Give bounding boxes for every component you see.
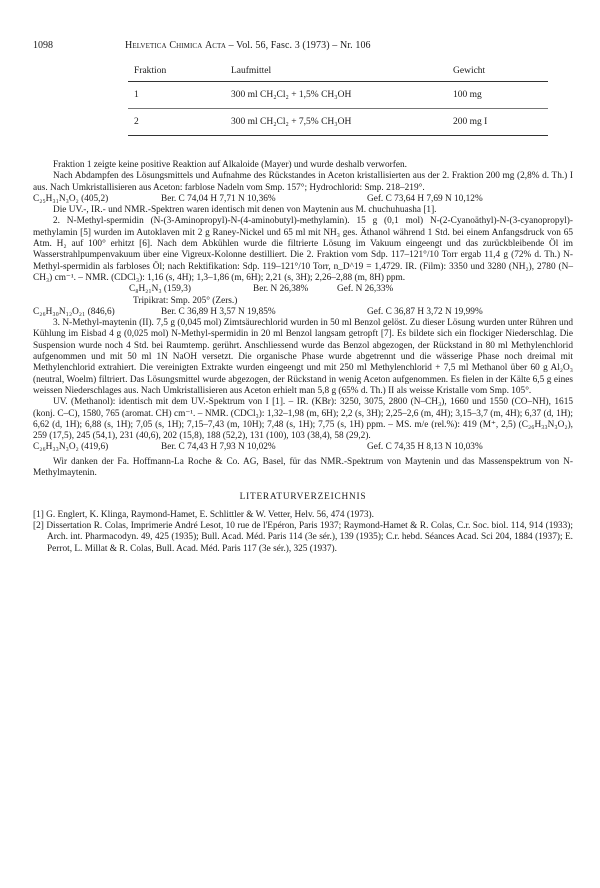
molecular-formula: C₂₆H₃₀N₁₂O₂₁ (846,6) [33,306,115,317]
paragraph: 2. N-Methyl-spermidin (N-(3-Aminopropyl)-N-(4-aminobutyl)-methylamin). 15 g (0,1 mol) N-(2-Cyanoäthyl)-N-(3-cyanopropyl)-methylamin [5] wurden im Autoklaven mit 2 g Raney-Nickel und 65 ml mit NH₃ ges. Äthanol während 1 Std. bei einem Anfangsdruck von 65 Atm. H₂ auf 100° erhitzt [6]. Nach dem Abkühlen wurde die filtrierte Lösung im Vakuum eingeengt und das zurückbleibende Öl im Wasserstrahlpumpenvakuum über eine Vigreux-Kolonne destilliert. Die 2. Fraktion vom Sdp. 117–121°/10 Torr ergab 11,4 g (72% d. Th.) N-Methyl-spermidin als farbloses Öl; nach Rektifikation: Sdp. 119–121°/10 Torr, n_D^19 = 1,4729. IR. (Film): 3350 und 3280 (NH₂), 2780 (N–CH₃) cm⁻¹. – NMR. (CDCl₃): 1,16 (s, 4H); 1,3–1,86 (m, 6H); 2,21 (s, 3H); 2,26–2,88 (m, 8H) ppm. [33,216,573,283]
acknowledgement: Wir danken der Fa. Hoffmann-La Roche & Co. AG, Basel, für das NMR.-Spektrum von Maytenin und das Massenspektrum von N-Methylmaytenin. [33,456,573,479]
issue-info: – Vol. 56, Fasc. 3 (1973) – Nr. 106 [228,40,371,51]
found-values: Gef. C 73,64 H 7,69 N 10,12% [367,193,483,204]
found-values: Gef. C 74,35 H 8,13 N 10,03% [367,442,483,453]
table-header-row [128,62,548,82]
journal-name-word: Acta [204,40,227,51]
table-cell: 2 [128,109,225,136]
paragraph: UV. (Methanol): identisch mit dem UV.-Spektrum von I [1]. – IR. (KBr): 3250, 3075, 2800 (N–CH₃), 1660 und 1550 (CO–NH), 1615 (konj. C–C), 1580, 765 (aromat. CH) cm⁻¹. – NMR. (CDCl₃): 1,32–1,98 (m, 6H); 2,2 (s, 3H); 2,25–2,6 (m, 4H); 3,15–3,7 (m, 4H); 6,37 (d, 1H); 6,62 (d, 1H); 6,88 (s, 1H); 7,05 (s, 1H); 7,15–7,43 (m, 10H); 7,48 (s, 1H); 7,75 (s, 1H) ppm. – MS. m/e (rel.%): 419 (M⁺, 2,5) (C₂₆H₃₃N₃O₂), 259 (17,5), 245 (54,1), 231 (40,6), 202 (15,8), 188 (52,2), 131 (100), 103 (38,4), 58 (29,2). [33,397,573,442]
table-cell: 300 ml CH₂Cl₂ + 7,5% CH₃OH [225,109,447,136]
running-header [33,40,573,56]
found-values: Gef. C 36,87 H 3,72 N 19,99% [367,306,483,317]
journal-name-word: Chimica [169,40,203,51]
calculated-values: Ber. C 74,43 H 7,93 N 10,02% [161,442,276,453]
derivative-label: Tripikrat: Smp. 205° (Zers.) [133,295,238,306]
paragraph: Nach Abdampfen des Lösungsmittels und Aufnahme des Rückstandes in Aceton kristallisierten aus der 2. Fraktion 200 mg (2,8% d. Th.) I aus. Nach Umkristallisieren aus Aceton: farblose Nadeln vom Smp. 157°; Hydrochlorid: Smp. 218–219°. [33,171,573,193]
references-heading: LITERATURVERZEICHNIS [239,492,367,503]
reference-item: [1] G. Englert, K. Klinga, Raymond-Hamet, E. Schlittler & W. Vetter, Helv. 56, 474 (1973). [33,509,374,520]
table-cell: 100 mg [447,82,548,109]
calculated-values: Ber. C 74,04 H 7,71 N 10,36% [161,193,276,204]
paragraph: Fraktion 1 zeigte keine positive Reaktion auf Alkaloide (Mayer) und wurde deshalb verworfen. [53,160,407,170]
column-header: Gewicht [447,62,548,82]
analysis-line [33,194,573,205]
analysis-line [33,307,573,318]
found-values: Gef. N 26,33% [337,284,394,295]
table-row [128,82,548,109]
table-cell: 200 mg I [447,109,548,136]
reference-item: [2] Dissertation R. Colas, Imprimerie André Lesot, 10 rue de l'Epéron, Paris 1937; Raymond-Hamet & R. Colas, C.r. Soc. biol. 114, 914 (1933); Arch. int. Pharmacodyn. 49, 425 (1935); Bull. Acad. Méd. Paris 114 (3e sér.), 139 (1935); C.r. hebd. Séances Acad. Sci 204, 1884 (1937); E. Perrot, L. Millat & R. Colas, Bull. Acad. Méd. Paris 117 (3e sér.), 325 (1937). [33,520,573,554]
column-header: Fraktion [128,62,225,82]
fraction-table [128,62,548,136]
column-header: Laufmittel [225,62,447,82]
molecular-formula: C₂₅H₃₁N₃O₂ (405,2) [33,193,109,204]
paragraph: 3. N-Methyl-maytenin (II). 7,5 g (0,045 mol) Zimtsäurechlorid wurden in 50 ml Benzol gelöst. Zu dieser Lösung wurden unter Rühren und Kühlung im Eisbad 4 g (0,025 mol) N-Methyl-spermidin in 20 ml Benzol langsam getropft [7]. Es bildete sich ein flockiger Niederschlag. Die Suspension wurde noch 4 Std. bei Raumtemp. gerührt. Anschliessend wurde das Benzol abgezogen, der Rückstand in 80 ml Methylenchlorid aufgenommen und mit 50 ml 1N NaOH versetzt. Die organische Phase wurde abgetrennt und die wässerige Phase noch dreimal mit Methylenchlorid extrahiert. Die vereinigten Extrakte wurden eingeengt und mit 250 ml Methylenchlorid + 7,5 ml Methanol über 60 g Al₂O₃ (neutral, Woelm) filtriert. Das Lösungsmittel wurde abgezogen, der Rückstand in wenig Aceton aufgenommen. Es fielen in der Kälte 6,5 g eines weissen Niederschlages aus. Nach Umkristallisieren aus Aceton erhielt man 5,8 g (65% d. Th.) II als weisse Kristalle vom Smp. 105°. [33,318,573,396]
table-cell: 1 [128,82,225,109]
table-cell: 300 ml CH₂Cl₂ + 1,5% CH₃OH [225,82,447,109]
calculated-values: Ber. C 36,89 H 3,57 N 19,85% [161,306,276,317]
derivative-line [33,296,573,307]
analysis-line [33,284,573,295]
body-text [33,160,573,555]
molecular-formula: C₈H₂₁N₃ (159,3) [129,284,192,295]
table-row [128,109,548,136]
journal-page [33,40,573,554]
molecular-formula: C₂₆H₃₃N₃O₂ (419,6) [33,442,109,453]
paragraph: Die UV.-, IR.- und NMR.-Spektren waren identisch mit denen von Maytenin aus M. chuchuhuasha [1]. [53,205,437,216]
journal-running-title [125,40,371,51]
journal-name-word: Helvetica [125,40,167,51]
page-number: 1098 [33,40,53,51]
analysis-line [33,442,573,453]
calculated-values: Ber. N 26,38% [253,284,309,295]
